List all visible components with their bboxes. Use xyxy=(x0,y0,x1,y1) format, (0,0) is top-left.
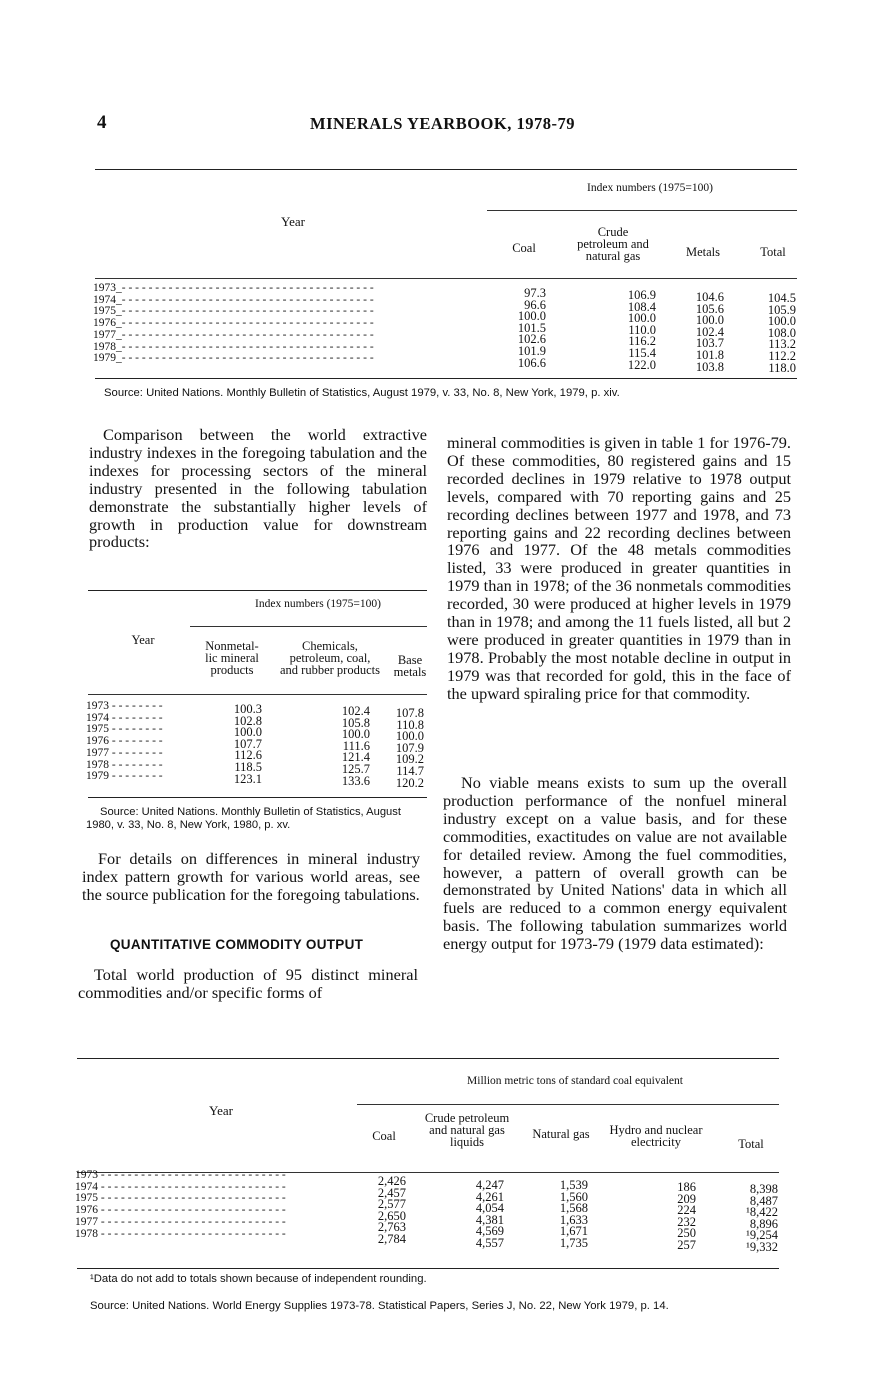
cell: 100.3 xyxy=(233,702,262,716)
cell: 102.4 xyxy=(695,324,724,339)
cell: 123.1 xyxy=(233,771,262,786)
year-label: 1975 xyxy=(93,305,116,318)
cell: 96.6 xyxy=(524,297,546,312)
cell: 1,560 xyxy=(559,1189,588,1204)
cell: 107.8 xyxy=(395,706,424,720)
cell: 113.2 xyxy=(768,337,796,352)
cell: 110.8 xyxy=(396,717,424,732)
leader-dots: _- - - - - - - - - - - - - - - - - - - - - - - - - - - - - - - - - - - - - - xyxy=(116,293,374,306)
cell: 100.0 xyxy=(695,313,724,328)
table-1-group-header: Index numbers (1975=100) xyxy=(587,182,713,194)
year-label: 1978 xyxy=(75,1227,98,1240)
cell: 114.7 xyxy=(396,763,424,778)
cell: 232 xyxy=(677,1214,696,1229)
cell: 1,671 xyxy=(559,1224,588,1239)
cell: 8,398 xyxy=(749,1182,778,1196)
cell: 106.9 xyxy=(627,288,656,302)
cell: 100.0 xyxy=(341,727,370,742)
cell: 2,457 xyxy=(377,1185,406,1200)
table-2-base-metals-values xyxy=(374,708,424,789)
year-label: 1975 xyxy=(75,1192,98,1205)
year-label: 1974 xyxy=(93,293,116,306)
leader-dots: - - - - - - - - - - - - - - - - - - - - - - - - - - - - xyxy=(98,1215,286,1228)
cell: 100.0 xyxy=(233,725,262,740)
table-3-year-header: Year xyxy=(209,1103,233,1118)
right-para-1: mineral commodities is given in table 1 for 1976-79. Of these commodities, 80 registered gains and 15 recorded declines in 1979 relative to 1978 output levels, compared with 70 reporting gains and 25 recording declines between 1977 and 1978, and 73 reporting gains and 22 recording declines between 1976 and 1977. Of the 48 metals commodities listed, 33 were produced in greater quantities in 1979 than in 1978; of the 36 nonmetals commodities recorded, 30 were produced at higher levels in 1979 than in 1978; and among the 11 fuels listed, all but 2 were produced in greater quantities in 1979 than in 1978. Probably the most notable decline in output in 1979 was that recorded for gold, this in the face of the upward spiraling price for that commodity. xyxy=(447,433,791,703)
cell: 1,735 xyxy=(559,1235,588,1250)
table-3-natural-gas-values xyxy=(534,1180,588,1250)
cell: 133.6 xyxy=(341,773,370,788)
cell: 112.2 xyxy=(768,348,796,363)
cell: 100.0 xyxy=(517,309,546,324)
leader-dots: - - - - - - - - - - - - - - - - - - - - - - - - - - - - xyxy=(98,1192,286,1205)
cell: ¹8,422 xyxy=(746,1205,778,1220)
table-2-bottom-rule xyxy=(88,797,427,798)
leader-dots: _- - - - - - - - - - - - - - - - - - - - - - - - - - - - - - - - - - - - - - xyxy=(116,340,374,353)
left-para-3: Total world production of 95 distinct mineral commodities and/or specific forms of xyxy=(78,965,418,1002)
table-2-year-header: Year xyxy=(131,633,155,647)
leader-dots: - - - - - - - - xyxy=(109,735,163,748)
year-label: 1975 xyxy=(86,723,109,736)
table-1-group-rule xyxy=(487,210,797,211)
cell: 101.5 xyxy=(517,320,546,335)
table-2-source: Source: United Nations. Monthly Bulletin of Statistics, August 1980, v. 33, No. 8, New York, 1980, p. xv. xyxy=(86,806,401,831)
cell: 4,054 xyxy=(475,1201,504,1216)
cell: 118.0 xyxy=(768,360,796,375)
table-row xyxy=(93,353,374,365)
leader-dots: _- - - - - - - - - - - - - - - - - - - - - - - - - - - - - - - - - - - - - - xyxy=(116,317,374,330)
leader-dots: - - - - - - - - xyxy=(109,711,163,724)
cell: 115.4 xyxy=(628,345,656,360)
cell: 4,569 xyxy=(475,1224,504,1239)
cell: 209 xyxy=(677,1191,696,1206)
cell: 100.0 xyxy=(627,311,656,326)
cell: 107.7 xyxy=(233,736,262,751)
cell: 120.2 xyxy=(395,775,424,790)
table-3-hydro-values xyxy=(654,1182,696,1252)
cell: 116.2 xyxy=(628,334,656,349)
cell: 101.8 xyxy=(695,347,724,362)
cell: 186 xyxy=(677,1180,696,1194)
cell: ¹9,254 xyxy=(746,1228,778,1243)
leader-dots: - - - - - - - - - - - - - - - - - - - - - - - - - - - - xyxy=(98,1180,286,1193)
cell: 1,568 xyxy=(559,1201,588,1216)
left-para-1: Comparison between the world extractive industry indexes in the foregoing tabulation and the indexes for processing sectors of the mineral industry presented in the following tabulation demonstrate the substantially higher levels of growth in production value for downstream products: xyxy=(89,425,427,552)
table-2-col-nonmetallic: Nonmetal-lic mineral products xyxy=(205,639,259,677)
cell: 108.0 xyxy=(767,325,796,340)
cell: 2,426 xyxy=(377,1174,406,1188)
cell: 4,557 xyxy=(475,1235,504,1250)
table-1-crude-values xyxy=(600,290,656,371)
cell: 97.3 xyxy=(524,286,546,300)
section-heading: QUANTITATIVE COMMODITY OUTPUT xyxy=(110,937,364,952)
year-label: 1973 xyxy=(86,700,109,712)
cell: 102.8 xyxy=(233,713,262,728)
cell: 224 xyxy=(677,1203,696,1218)
cell: 2,763 xyxy=(377,1220,406,1235)
table-row xyxy=(86,771,163,783)
year-label: 1979 xyxy=(86,770,109,783)
year-label: 1979 xyxy=(93,352,116,365)
leader-dots: - - - - - - - - - - - - - - - - - - - - - - - - - - - - xyxy=(98,1227,286,1240)
table-2-nonmetallic-values xyxy=(210,704,262,785)
year-label: 1974 xyxy=(75,1180,98,1193)
cell: 8,896 xyxy=(749,1216,778,1231)
table-2-chemicals-values xyxy=(318,706,370,787)
cell: 104.5 xyxy=(767,291,796,305)
cell: 1,539 xyxy=(559,1178,588,1192)
leader-dots: - - - - - - - - xyxy=(109,758,163,771)
cell: 101.9 xyxy=(517,343,546,358)
cell: 102.4 xyxy=(341,704,370,718)
cell: 107.9 xyxy=(395,740,424,755)
table-2-col-chemicals: Chemicals, petroleum, coal, and rubber products xyxy=(280,639,380,677)
year-label: 1977 xyxy=(75,1215,98,1228)
year-label: 1976 xyxy=(86,735,109,748)
leader-dots: - - - - - - - - - - - - - - - - - - - - - - - - - - - - xyxy=(98,1204,286,1217)
cell: 122.0 xyxy=(627,357,656,372)
year-label: 1978 xyxy=(86,758,109,771)
table-3-source: Source: United Nations. World Energy Supplies 1973-78. Statistical Papers, Series J, No. 22, New York 1979, p. 14. xyxy=(90,1300,669,1312)
cell: 106.6 xyxy=(517,355,546,370)
year-label: 1977 xyxy=(93,328,116,341)
page-number: 4 xyxy=(97,112,107,133)
table-1-source: Source: United Nations. Monthly Bulletin of Statistics, August 1979, v. 33, No. 8, New York, 1979, p. xiv. xyxy=(104,387,620,399)
year-label: 1977 xyxy=(86,746,109,759)
table-2-year-list xyxy=(86,701,163,783)
table-3-bottom-rule xyxy=(77,1268,779,1269)
table-2-group-rule xyxy=(190,626,427,627)
cell: 100.0 xyxy=(767,314,796,329)
cell: 102.6 xyxy=(517,332,546,347)
table-3-col-crude: Crude petroleum and natural gas liquids xyxy=(424,1111,510,1149)
leader-dots: - - - - - - - - xyxy=(109,770,163,783)
table-3-year-list xyxy=(75,1170,286,1240)
table-1-head-rule xyxy=(95,278,797,279)
table-2-col-base-metals: Base metals xyxy=(393,653,427,679)
year-label: 1978 xyxy=(93,340,116,353)
table-3-coal-values xyxy=(352,1176,406,1246)
table-3-top-rule xyxy=(77,1058,779,1059)
table-2-head-rule xyxy=(88,694,427,695)
leader-dots: - - - - - - - - - - - - - - - - - - - - - - - - - - - - xyxy=(98,1169,286,1181)
table-3-group-rule xyxy=(357,1104,779,1105)
table-1-total-values xyxy=(740,293,796,374)
table-1-metals-values xyxy=(668,292,724,373)
cell: 109.2 xyxy=(395,752,424,767)
table-3-crude-values xyxy=(448,1180,504,1250)
table-1-coal-values xyxy=(490,288,546,369)
table-2-group-header: Index numbers (1975=100) xyxy=(255,598,381,610)
cell: 257 xyxy=(677,1237,696,1252)
running-title: MINERALS YEARBOOK, 1978-79 xyxy=(310,114,575,133)
leader-dots: _- - - - - - - - - - - - - - - - - - - - - - - - - - - - - - - - - - - - - - xyxy=(116,328,374,341)
cell: 2,577 xyxy=(377,1197,406,1212)
cell: 105.9 xyxy=(767,302,796,317)
year-label: 1973 xyxy=(75,1169,98,1181)
cell: 2,784 xyxy=(377,1231,406,1246)
table-3-col-natural-gas: Natural gas xyxy=(532,1127,590,1141)
table-3-col-hydro: Hydro and nuclear electricity xyxy=(609,1123,703,1149)
cell: 108.4 xyxy=(627,299,656,314)
cell: 112.6 xyxy=(234,748,262,763)
cell: 4,247 xyxy=(475,1178,504,1192)
leader-dots: _- - - - - - - - - - - - - - - - - - - - - - - - - - - - - - - - - - - - - - xyxy=(116,352,374,365)
cell: 4,261 xyxy=(475,1189,504,1204)
cell: ¹9,332 xyxy=(746,1239,778,1254)
leader-dots: _- - - - - - - - - - - - - - - - - - - - - - - - - - - - - - - - - - - - - - xyxy=(116,305,374,318)
table-3-group-header: Million metric tons of standard coal equivalent xyxy=(467,1075,683,1087)
table-1-year-list xyxy=(93,283,374,365)
left-para-2: For details on differences in mineral industry index pattern growth for various world areas, see the source publication for the foregoing tabulations. xyxy=(82,849,420,904)
leader-dots: _- - - - - - - - - - - - - - - - - - - - - - - - - - - - - - - - - - - - - - xyxy=(116,282,374,294)
cell: 105.8 xyxy=(341,715,370,730)
table-1-col-coal: Coal xyxy=(512,241,536,255)
cell: 104.6 xyxy=(695,290,724,304)
leader-dots: - - - - - - - - xyxy=(109,700,163,712)
right-para-2: No viable means exists to sum up the overall production performance of the nonfuel mineral industry except on a value basis, and for these commodities, exactitudes on value are not available for detailed review. Among the fuel commodities, however, a pattern of overall growth can be demonstrated by United Nations' data in which all fuels are reduced to a common energy equivalent basis. The following tabulation summarizes world energy output for 1973-79 (1979 data estimated): xyxy=(443,773,787,954)
table-2-top-rule xyxy=(88,590,427,591)
cell: 125.7 xyxy=(341,761,370,776)
cell: 103.8 xyxy=(695,359,724,374)
year-label: 1976 xyxy=(93,317,116,330)
cell: 2,650 xyxy=(377,1208,406,1223)
table-1-bottom-rule xyxy=(95,378,797,379)
cell: 105.6 xyxy=(695,301,724,316)
leader-dots: - - - - - - - - xyxy=(109,723,163,736)
cell: 1,633 xyxy=(559,1212,588,1227)
cell: 250 xyxy=(677,1226,696,1241)
year-label: 1976 xyxy=(75,1204,98,1217)
table-1-top-rule xyxy=(95,169,797,170)
cell: 8,487 xyxy=(749,1193,778,1208)
leader-dots: - - - - - - - - xyxy=(109,746,163,759)
table-3-col-total: Total xyxy=(738,1137,764,1151)
table-1-col-crude: Crude petroleum and natural gas xyxy=(577,225,649,263)
table-3-total-values xyxy=(722,1184,778,1254)
cell: 110.0 xyxy=(628,322,656,337)
cell: 118.5 xyxy=(234,759,262,774)
year-label: 1973 xyxy=(93,282,116,294)
cell: 4,381 xyxy=(475,1212,504,1227)
table-row xyxy=(75,1229,286,1241)
table-1-col-metals: Metals xyxy=(685,245,721,259)
table-3-col-coal: Coal xyxy=(372,1129,396,1143)
table-1-col-total: Total xyxy=(760,245,786,259)
cell: 111.6 xyxy=(342,738,370,753)
year-label: 1974 xyxy=(86,711,109,724)
table-1-year-header: Year xyxy=(281,214,305,229)
cell: 121.4 xyxy=(341,750,370,765)
cell: 103.7 xyxy=(695,336,724,351)
table-3-footnote: ¹Data do not add to totals shown because of independent rounding. xyxy=(90,1273,427,1285)
cell: 100.0 xyxy=(395,729,424,744)
